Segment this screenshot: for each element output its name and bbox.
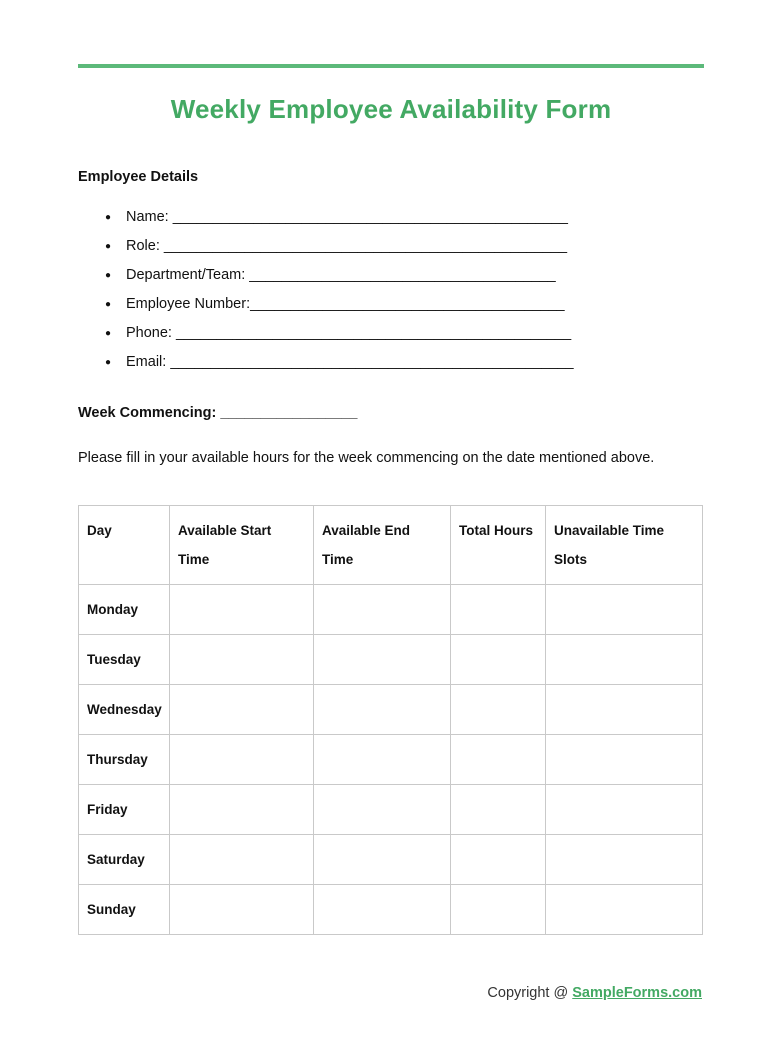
cell-day: Wednesday [79,685,170,735]
cell-start-time[interactable] [170,685,314,735]
table-header-row [79,506,703,585]
column-header-day: Day [79,506,170,585]
cell-start-time[interactable] [170,585,314,635]
column-header-unavailable-slots: Unavailable Time Slots [546,506,703,585]
list-item-role: ● Role: __________________________________________________ [78,232,704,261]
footer [78,985,702,1001]
cell-total-hours[interactable] [451,735,546,785]
column-header-start-time: Available Start Time [170,506,314,585]
week-commencing-field: Week Commencing: _________________ [78,405,358,421]
table-row [79,885,703,935]
column-header-total-hours: Total Hours [451,506,546,585]
cell-unavailable[interactable] [546,635,703,685]
cell-unavailable[interactable] [546,835,703,885]
cell-total-hours[interactable] [451,835,546,885]
cell-start-time[interactable] [170,785,314,835]
cell-end-time[interactable] [314,835,451,885]
cell-end-time[interactable] [314,685,451,735]
brand-link[interactable]: SampleForms.com [572,985,702,1001]
cell-day: Tuesday [79,635,170,685]
copyright-text: Copyright @ [487,985,573,1001]
table-row [79,835,703,885]
cell-day: Friday [79,785,170,835]
cell-unavailable[interactable] [546,735,703,785]
employee-details-list [78,203,704,377]
table-row [79,785,703,835]
employee-details-heading: Employee Details [78,169,199,185]
cell-end-time[interactable] [314,885,451,935]
page-title: Weekly Employee Availability Form [170,94,612,124]
table-row [79,735,703,785]
list-item-employee-number: ● Employee Number:_______________________________________ [78,290,704,319]
cell-total-hours[interactable] [451,685,546,735]
cell-total-hours[interactable] [451,785,546,835]
cell-unavailable[interactable] [546,685,703,735]
availability-table [78,505,703,935]
list-item-phone: ● Phone: _________________________________________________ [78,319,704,348]
cell-unavailable[interactable] [546,585,703,635]
cell-start-time[interactable] [170,735,314,785]
table-row [79,685,703,735]
cell-start-time[interactable] [170,635,314,685]
cell-total-hours[interactable] [451,585,546,635]
list-item-email: ● Email: __________________________________________________ [78,348,704,377]
cell-start-time[interactable] [170,885,314,935]
instructions-text: Please fill in your available hours for the week commencing on the date mentioned above. [78,450,655,466]
cell-end-time[interactable] [314,735,451,785]
cell-day: Saturday [79,835,170,885]
cell-unavailable[interactable] [546,785,703,835]
table-row [79,635,703,685]
cell-day: Monday [79,585,170,635]
header-rule [78,64,704,68]
cell-end-time[interactable] [314,585,451,635]
list-item-name: ● Name: _________________________________________________ [78,203,704,232]
cell-day: Thursday [79,735,170,785]
cell-end-time[interactable] [314,635,451,685]
cell-end-time[interactable] [314,785,451,835]
list-item-department: ● Department/Team: ______________________________________ [78,261,704,290]
column-header-end-time: Available End Time [314,506,451,585]
table-row [79,585,703,635]
cell-total-hours[interactable] [451,635,546,685]
cell-total-hours[interactable] [451,885,546,935]
cell-start-time[interactable] [170,835,314,885]
cell-unavailable[interactable] [546,885,703,935]
document-content [78,0,704,935]
cell-day: Sunday [79,885,170,935]
